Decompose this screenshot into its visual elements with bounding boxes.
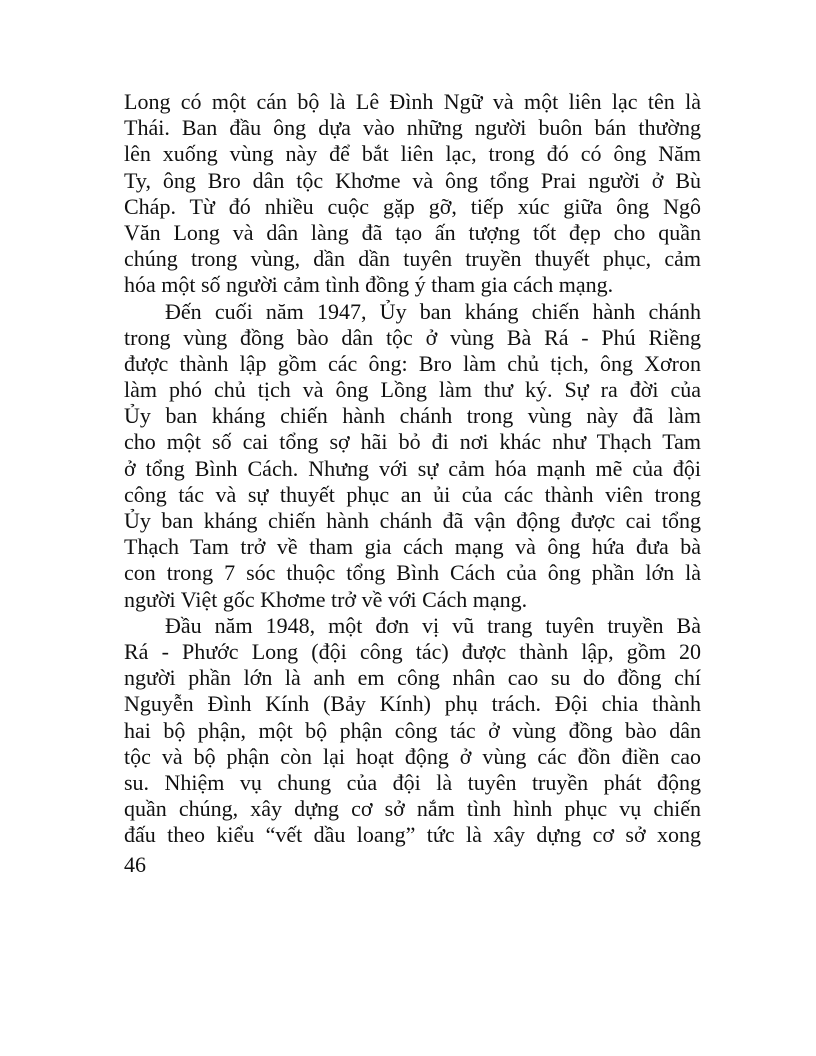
text-line: quần chúng, xây dựng cơ sở nắm tình hình phục vụ chiến [124,796,701,822]
text-line: Cháp. Từ đó nhiều cuộc gặp gỡ, tiếp xúc giữa ông Ngô [124,193,701,219]
page-number: 46 [124,852,146,878]
text-line: cho một số cai tổng sợ hãi bỏ đi nơi khác như Thạch Tam [124,429,701,455]
text-line: lên xuống vùng này để bắt liên lạc, trong đó có ông Năm [124,141,701,167]
text-line: Ủy ban kháng chiến hành chánh đã vận động được cai tổng [124,508,701,533]
text-line: Ty, ông Bro dân tộc Khơme và ông tổng Prai người ở Bù [124,167,701,193]
text-line: Đến cuối năm 1947, Ủy ban kháng chiến hành chánh [165,298,701,324]
text-line: đấu theo kiểu “vết dầu loang” tức là xây dựng cơ sở xong [124,822,701,848]
text-line: Thạch Tam trở về tham gia cách mạng và ông hứa đưa bà [124,534,701,560]
text-line: Văn Long và dân làng đã tạo ấn tượng tốt đẹp cho quần [124,219,701,245]
text-line: Nguyễn Đình Kính (Bảy Kính) phụ trách. Đội chia thành [124,691,701,717]
text-line: con trong 7 sóc thuộc tổng Bình Cách của ông phần lớn là [124,560,701,586]
text-line: Rá - Phước Long (đội công tác) được thành lập, gồm 20 [124,638,701,664]
text-line: hóa một số người cảm tình đồng ý tham gia cách mạng. [124,272,614,298]
text-line: Ủy ban kháng chiến hành chánh trong vùng này đã làm [124,403,701,429]
text-line: được thành lập gồm các ông: Bro làm chủ tịch, ông Xơron [124,350,701,376]
text-line: Long có một cán bộ là Lê Đình Ngữ và một liên lạc tên là [124,89,701,114]
text-line: hai bộ phận, một bộ phận công tác ở vùng đồng bào dân [124,717,701,743]
text-line: làm phó chủ tịch và ông Lồng làm thư ký. Sự ra đời của [124,377,701,403]
text-line: tộc và bộ phận còn lại hoạt động ở vùng các đồn điền cao [124,743,701,769]
text-line: trong vùng đồng bào dân tộc ở vùng Bà Rá - Phú Riềng [124,324,701,350]
text-line: người phần lớn là anh em công nhân cao su do đồng chí [124,665,701,691]
text-line: chúng trong vùng, dần dần tuyên truyền thuyết phục, cảm [124,246,701,272]
text-line: ở tổng Bình Cách. Nhưng với sự cảm hóa mạnh mẽ của đội [124,455,701,481]
text-line: công tác và sự thuyết phục an ủi của các thành viên trong [124,481,701,507]
text-line: người Việt gốc Khơme trở về với Cách mạng. [124,586,528,612]
text-line: Thái. Ban đầu ông dựa vào những người buôn bán thường [124,115,701,141]
body-text [124,89,701,848]
document-page [124,89,701,880]
text-line: Đầu năm 1948, một đơn vị vũ trang tuyên truyền Bà [165,612,701,638]
text-line: su. Nhiệm vụ chung của đội là tuyên truyền phát động [124,769,701,795]
